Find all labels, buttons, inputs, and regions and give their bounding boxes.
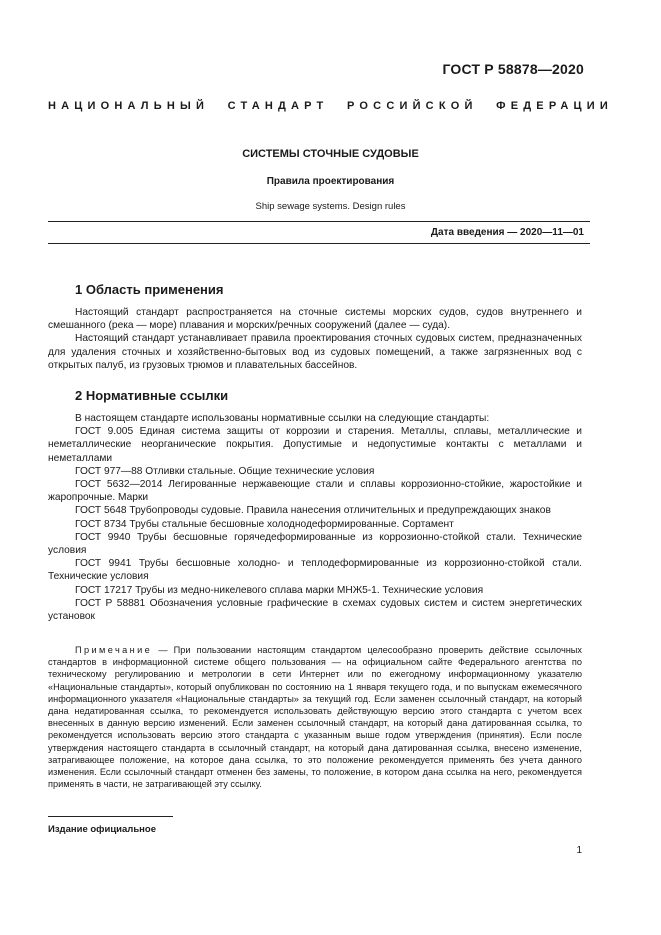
introduction-date: Дата введения — 2020—11—01 <box>430 227 584 238</box>
footer-divider <box>48 816 173 817</box>
references-intro: В настоящем стандарте использованы нормативные ссылки на следующие стандарты: <box>75 413 490 424</box>
section-body-scope <box>48 306 582 372</box>
national-standard-banner: НАЦИОНАЛЬНЫЙ СТАНДАРТ РОССИЙСКОЙ ФЕДЕРАЦИИ <box>48 100 613 112</box>
section-body-references <box>48 412 582 623</box>
divider-bottom <box>48 243 590 244</box>
document-subtitle: Правила проектирования <box>266 176 395 187</box>
document-title: СИСТЕМЫ СТОЧНЫЕ СУДОВЫЕ <box>242 148 419 160</box>
section-heading-scope: 1 Область применения <box>75 282 224 297</box>
scope-paragraph: Настоящий стандарт устанавливает правила проектирования сточных судовых систем, предназначенных для удаления сточных и хозяйственно-бытовых вод из судовых помещений, а также загрязненных вод с открытых палуб, из грузовых трюмов и плавательных бассейнов. <box>48 333 582 371</box>
document-title-english: Ship sewage systems. Design rules <box>255 201 406 212</box>
section-heading-references: 2 Нормативные ссылки <box>75 388 229 403</box>
edition-label: Издание официальное <box>48 824 156 835</box>
reference-item: ГОСТ 9.005 Единая система защиты от коррозии и старения. Металлы, сплавы, металлические и неметаллические неорганические покрытия. Допустимые и недопустимые контакты с металлами и неметаллами <box>48 426 582 464</box>
standard-number: ГОСТ Р 58878—2020 <box>442 61 584 77</box>
references-note <box>48 644 582 790</box>
reference-item: ГОСТ 9941 Трубы бесшовные холодно- и теплодеформированные из коррозионно-стойкой стали. Технические условия <box>48 558 582 583</box>
reference-item: ГОСТ 5648 Трубопроводы судовые. Правила нанесения отличительных и предупреждающих знаков <box>75 505 551 517</box>
reference-item: ГОСТ 8734 Трубы стальные бесшовные холоднодеформированные. Сортамент <box>75 518 454 530</box>
note-label: Примечание <box>75 645 153 655</box>
note-text: — При пользовании настоящим стандартом целесообразно проверить действие ссылочных стандартов в информационной системе общего пользования — на официальном сайте Федерального агентства по техническому регулированию и метрологии в сети Интернет или по ежегодному информационному указателю «Национальные стандарты», который опубликован по состоянию на 1 января текущего года, и по выпускам ежемесячного информационного указателя «Национальные стандарты» за текущий год. Если заменен ссылочный стандарт, на который дана недатированная ссылка, то рекомендуется использовать действующую версию этого стандарта с учетом всех внесенных в данную версию изменений. Если заменен ссылочный стандарт, на который дана датированная ссылка, то рекомендуется использовать версию этого стандарта с указанным выше годом утверждения (принятия). Если после утверждения настоящего стандарта в ссылочный стандарт, на который дана датированная ссылка, внесено изменение, затрагивающее положение, на которое дана ссылка, то это положение рекомендуется применять без учета данного изменения. Если ссылочный стандарт отменен без замены, то положение, в котором дана ссылка на него, рекомендуется применять в части, не затрагивающей эту ссылку. <box>48 645 582 790</box>
page-number: 1 <box>576 845 582 856</box>
divider-top <box>48 221 590 222</box>
reference-item: ГОСТ 17217 Трубы из медно-никелевого сплава марки МНЖ5-1. Технические условия <box>75 584 484 596</box>
reference-item: ГОСТ Р 58881 Обозначения условные графические в схемах судовых систем и систем энергетических установок <box>48 597 582 623</box>
reference-item: ГОСТ 9940 Трубы бесшовные горячедеформированные из коррозионно-стойкой стали. Технические условия <box>48 531 582 557</box>
reference-item: ГОСТ 5632—2014 Легированные нержавеющие стали и сплавы коррозионно-стойкие, жаростойкие и жаропрочные. Марки <box>48 479 582 504</box>
reference-item: ГОСТ 977—88 Отливки стальные. Общие технические условия <box>75 465 375 477</box>
scope-paragraph: Настоящий стандарт распространяется на сточные системы морских судов, судов внутреннего и смешанного (река — море) плавания и морских/речных сооружений (далее — суда). <box>48 307 582 332</box>
